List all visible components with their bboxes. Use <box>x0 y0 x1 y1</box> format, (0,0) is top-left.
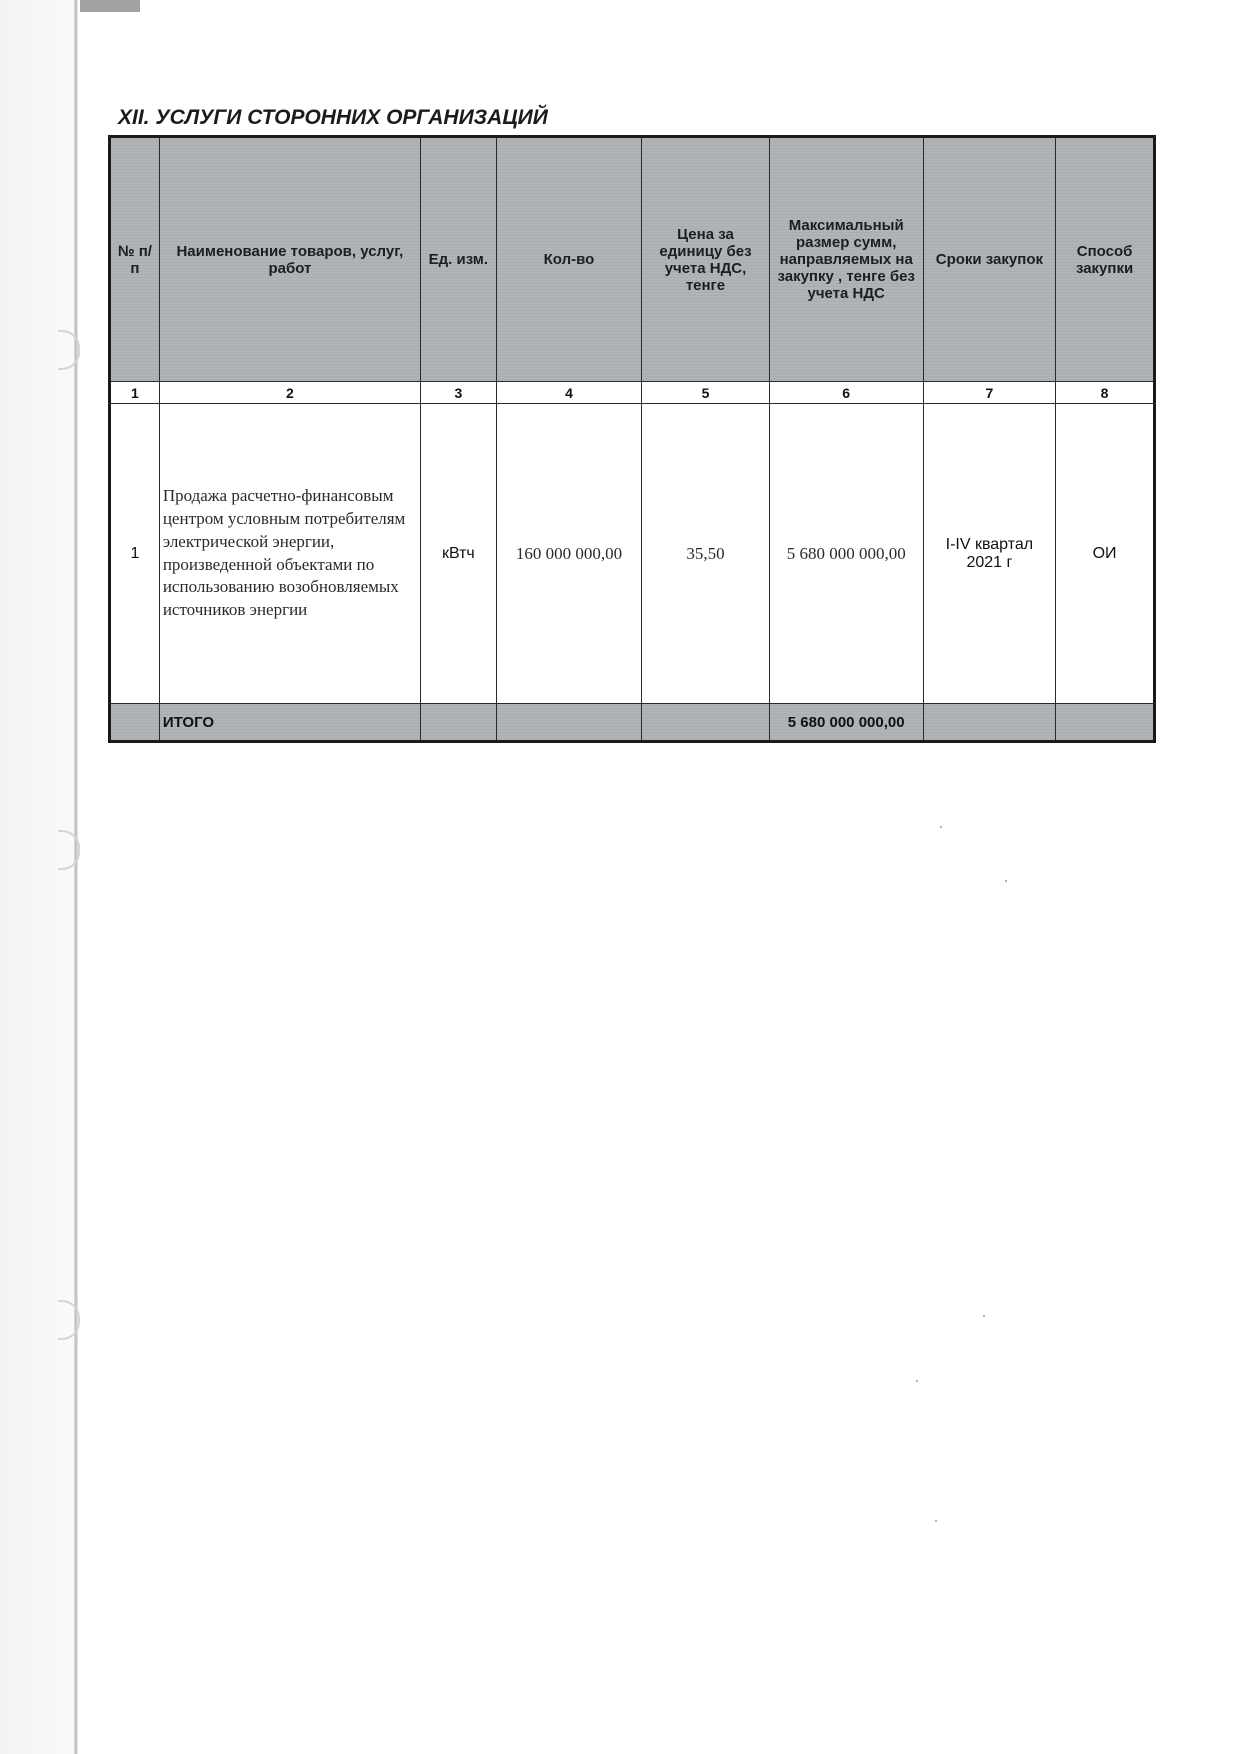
procurement-period: I-IV квартал 2021 г <box>923 404 1056 704</box>
total-empty-cell <box>110 704 160 742</box>
scan-speck <box>983 1315 985 1317</box>
max-sum: 5 680 000 000,00 <box>769 404 923 704</box>
total-empty-cell <box>496 704 641 742</box>
header-cell: № п/п <box>110 137 160 382</box>
scan-speck <box>935 1520 937 1522</box>
scan-edge <box>74 0 78 1754</box>
column-number: 4 <box>496 382 641 404</box>
header-cell: Способ закупки <box>1056 137 1155 382</box>
column-number: 2 <box>159 382 420 404</box>
procurement-method: ОИ <box>1056 404 1155 704</box>
header-cell: Максимальный размер сумм, направляемых на закупку , тенге без учета НДС <box>769 137 923 382</box>
quantity: 160 000 000,00 <box>496 404 641 704</box>
scan-margin <box>0 0 74 1754</box>
scan-speck <box>940 826 942 828</box>
row-number: 1 <box>110 404 160 704</box>
header-cell: Сроки закупок <box>923 137 1056 382</box>
column-number-row <box>110 382 1155 404</box>
header-cell: Ед. изм. <box>420 137 496 382</box>
total-label: ИТОГО <box>159 704 420 742</box>
header-cell: Наименование товаров, услуг, работ <box>159 137 420 382</box>
column-number: 7 <box>923 382 1056 404</box>
unit-price: 35,50 <box>642 404 770 704</box>
column-number: 3 <box>420 382 496 404</box>
scan-speck <box>1005 880 1007 882</box>
unit: кВтч <box>420 404 496 704</box>
total-empty-cell <box>642 704 770 742</box>
total-row <box>110 704 1155 742</box>
scan-edge-top <box>80 0 140 12</box>
column-number: 5 <box>642 382 770 404</box>
table-header-row <box>110 137 1155 382</box>
column-number: 1 <box>110 382 160 404</box>
total-empty-cell <box>420 704 496 742</box>
total-sum: 5 680 000 000,00 <box>769 704 923 742</box>
column-number: 6 <box>769 382 923 404</box>
table-row <box>110 404 1155 704</box>
services-table <box>108 135 1156 743</box>
header-cell: Кол-во <box>496 137 641 382</box>
column-number: 8 <box>1056 382 1155 404</box>
item-name: Продажа расчетно-финансовым центром условным потребителям электрической энергии, произведенной объектами по использованию возобновляемых источников энергии <box>159 404 420 704</box>
scan-speck <box>916 1380 918 1382</box>
header-cell: Цена за единицу без учета НДС, тенге <box>642 137 770 382</box>
total-empty-cell <box>1056 704 1155 742</box>
section-title: XII. УСЛУГИ СТОРОННИХ ОРГАНИЗАЦИЙ <box>118 106 548 129</box>
total-empty-cell <box>923 704 1056 742</box>
